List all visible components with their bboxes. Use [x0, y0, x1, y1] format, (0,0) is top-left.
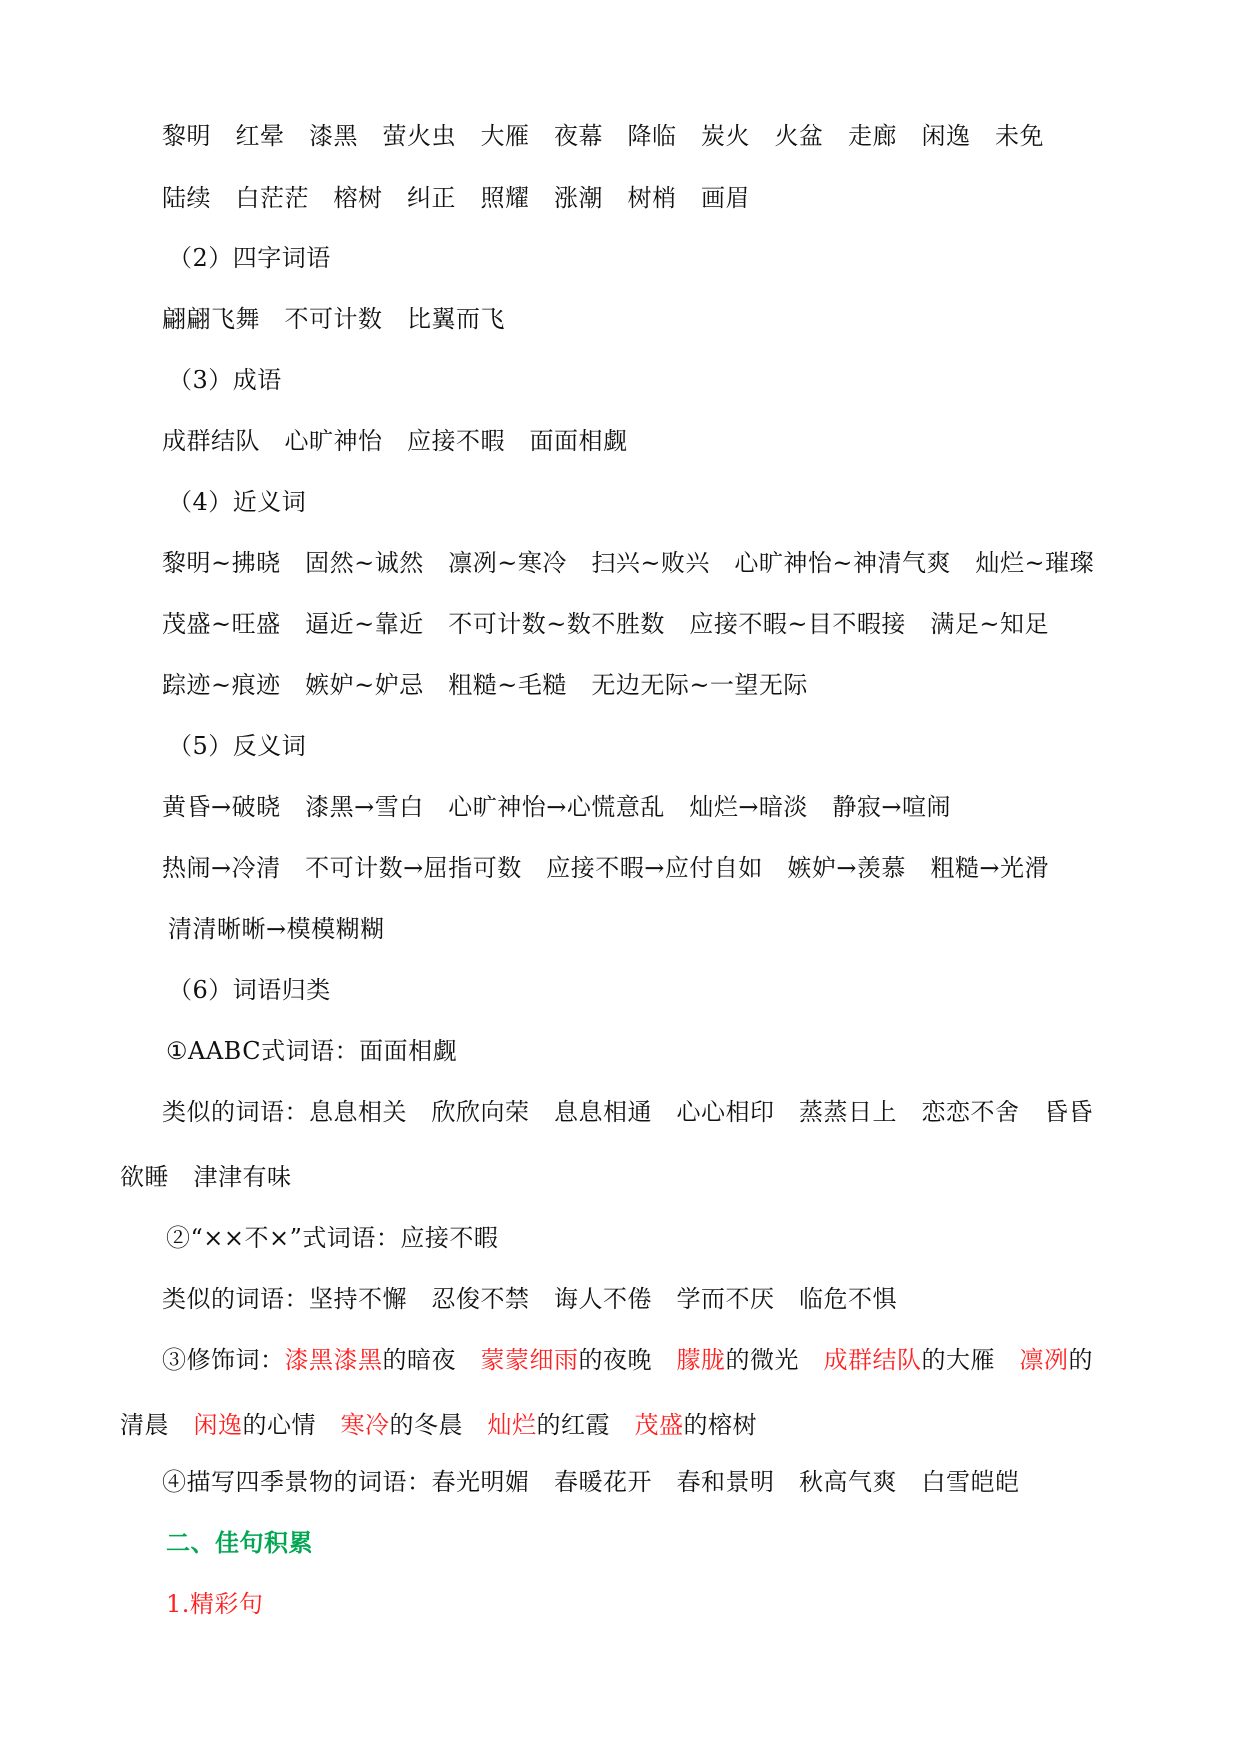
- words-line-2: 陆续 白茫茫 榕树 纠正 照耀 涨潮 树梢 画眉: [162, 184, 750, 212]
- aabc-similar-2: 欲睡 津津有味: [120, 1163, 292, 1191]
- modifier-noun: 的冬晨: [389, 1411, 488, 1439]
- heading-antonyms: （5）反义词: [168, 732, 307, 760]
- section-heading-sentences: 二、佳句积累: [166, 1528, 313, 1557]
- words-line-1: 黎明 红晕 漆黑 萤火虫 大雁 夜幕 降临 炭火 火盆 走廊 闲逸 未免: [162, 122, 1044, 150]
- xxbux-heading: ②“××不×”式词语：应接不暇: [166, 1224, 499, 1252]
- xxbux-similar: 类似的词语：坚持不懈 忍俊不禁 诲人不倦 学而不厌 临危不惧: [162, 1285, 897, 1313]
- heading-classify: （6）词语归类: [168, 976, 331, 1004]
- antonyms-line-1: 黄昏→破晓 漆黑→雪白 心旷神怡→心慌意乱 灿烂→暗淡 静寂→喧闹: [162, 793, 952, 821]
- modifier-word: 凛冽: [1019, 1346, 1069, 1374]
- synonyms-line-3: 踪迹~痕迹 嫉妒~妒忌 粗糙~毛糙 无边无际~一望无际: [162, 671, 808, 699]
- modifier-noun: 的榕树: [683, 1411, 757, 1439]
- antonyms-line-3: 清清晰晰→模模糊糊: [168, 915, 385, 943]
- modifiers-prefix: ③修饰词：: [162, 1346, 285, 1374]
- synonyms-line-2: 茂盛~旺盛 逼近~靠近 不可计数~数不胜数 应接不暇~目不暇接 满足~知足: [162, 610, 1050, 638]
- heading-idioms: （3）成语: [168, 366, 282, 394]
- heading-synonyms: （4）近义词: [168, 488, 307, 516]
- heading-four-seasons: ④描写四季景物的词语：春光明媚 春暖花开 春和景明 秋高气爽 白雪皑皑: [162, 1468, 1020, 1496]
- modifier-word: 蒙蒙细雨: [480, 1346, 579, 1374]
- subheading-wonderful-sentences: 1.精彩句: [166, 1590, 264, 1618]
- modifier-word: 闲逸: [193, 1411, 243, 1439]
- modifier-noun: 的微光: [725, 1346, 824, 1374]
- modifier-word: 寒冷: [340, 1411, 390, 1439]
- antonyms-line-2: 热闹→冷清 不可计数→屈指可数 应接不暇→应付自如 嫉妒→羡慕 粗糙→光滑: [162, 854, 1050, 882]
- modifiers-line-2: [120, 1408, 757, 1442]
- modifier-word: 漆黑漆黑: [284, 1346, 383, 1374]
- heading-four-char: （2）四字词语: [168, 244, 331, 272]
- modifiers-prefix: 清晨: [120, 1411, 194, 1439]
- modifier-noun: 的心情: [242, 1411, 341, 1439]
- modifier-noun: 的大雁: [921, 1346, 1020, 1374]
- synonyms-line-1: 黎明~拂晓 固然~诚然 凛冽~寒冷 扫兴~败兴 心旷神怡~神清气爽 灿烂~璀璨: [162, 549, 1095, 577]
- modifier-word: 灿烂: [487, 1411, 537, 1439]
- idioms-line: 成群结队 心旷神怡 应接不暇 面面相觑: [162, 427, 628, 455]
- modifier-noun: 的: [1068, 1346, 1093, 1374]
- aabc-similar-1: 类似的词语：息息相关 欣欣向荣 息息相通 心心相印 蒸蒸日上 恋恋不舍 昏昏: [162, 1098, 1093, 1126]
- aabc-heading: ①AABC式词语：面面相觑: [166, 1037, 458, 1065]
- modifier-word: 成群结队: [823, 1346, 922, 1374]
- four-char-line: 翩翩飞舞 不可计数 比翼而飞: [162, 305, 505, 333]
- modifier-word: 朦胧: [676, 1346, 726, 1374]
- modifier-noun: 的暗夜: [382, 1346, 481, 1374]
- modifier-noun: 的红霞: [536, 1411, 635, 1439]
- modifier-noun: 的夜晚: [578, 1346, 677, 1374]
- modifier-word: 茂盛: [634, 1411, 684, 1439]
- modifiers-line-1: [162, 1343, 1093, 1377]
